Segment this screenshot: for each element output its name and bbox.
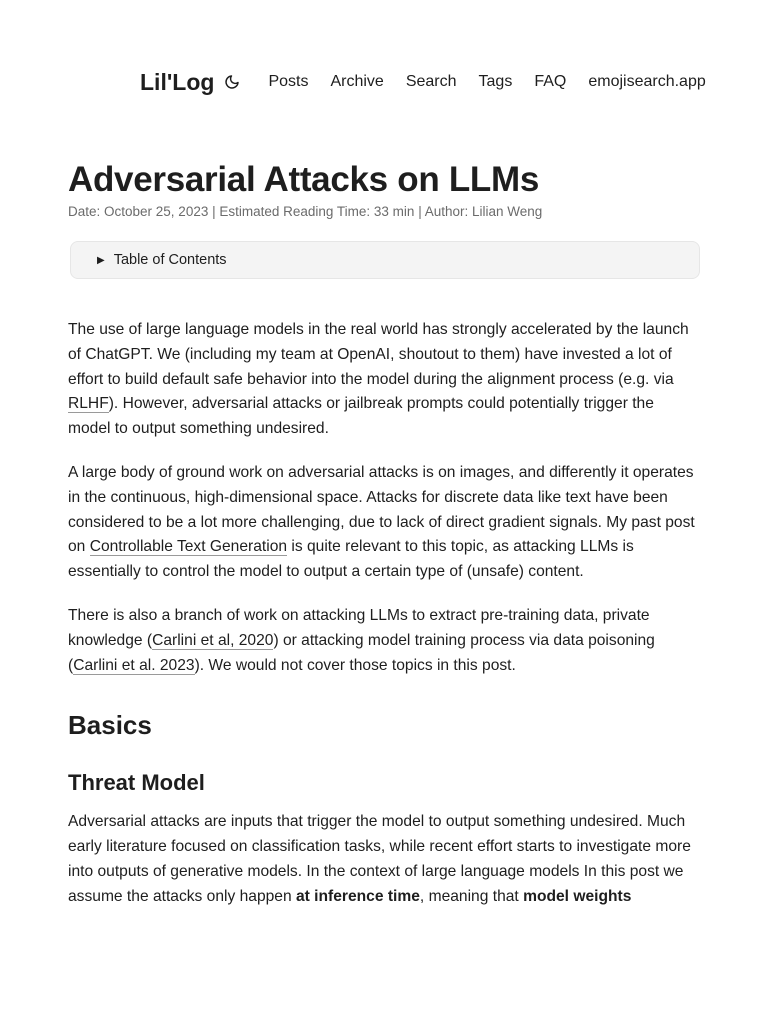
text: Adversarial attacks are inputs that trigger the model to output something undesired. Much early literature focused on classification tasks, while recent effort starts to investigate more into outputs of generative models. In the context of large language models In this post we assume the attacks only happen: [68, 813, 691, 905]
text: A large body of ground work on adversarial attacks is on images, and differently it operates in the continuous, high-dimensional space. Attacks for discrete data like text have been considered to be a lot more challenging, due to lack of direct gradient signals. My past post on: [68, 463, 695, 556]
bold-text: model weights: [523, 887, 632, 905]
moon-icon: [224, 74, 240, 90]
theme-toggle-button[interactable]: [224, 72, 240, 92]
link-rlhf[interactable]: RLHF: [68, 395, 109, 413]
toc-label: Table of Contents: [113, 252, 227, 268]
text: The use of large language models in the real world has strongly accelerated by the launch of ChatGPT. We (including my team at OpenAI, shoutout to them) have invested a lot of effort to build default safe behavior into the model during the alignment process (e.g. via: [68, 321, 689, 388]
site-logo[interactable]: Lil'Log: [140, 68, 215, 95]
nav-search[interactable]: Search: [405, 73, 457, 90]
nav-emojisearch[interactable]: emojisearch.app: [588, 73, 706, 90]
nav-posts[interactable]: Posts: [268, 73, 309, 90]
text: ) or attacking model training process via data poisoning (: [68, 631, 655, 674]
link-carlini-2023[interactable]: Carlini et al. 2023: [73, 656, 195, 674]
paragraph-intro: [68, 318, 700, 442]
table-of-contents-toggle[interactable]: [70, 241, 700, 279]
text: ). However, adversarial attacks or jailbreak prompts could potentially trigger the model to output something undesired.: [68, 395, 654, 438]
nav-archive[interactable]: Archive: [330, 73, 384, 90]
nav-tags[interactable]: Tags: [478, 73, 513, 90]
post-meta: Date: October 25, 2023 | Estimated Reading Time: 33 min | Author: Lilian Weng: [68, 204, 543, 219]
site-header: [140, 64, 706, 100]
post-title: Adversarial Attacks on LLMs: [68, 160, 540, 199]
main-nav: [268, 73, 705, 91]
nav-faq[interactable]: FAQ: [534, 73, 567, 90]
post-content: [68, 158, 700, 910]
paragraph-images: [68, 461, 700, 585]
bold-text: at inference time: [295, 887, 420, 905]
section-heading-basics: Basics: [68, 710, 152, 741]
link-controllable-text-generation[interactable]: Controllable Text Generation: [89, 538, 288, 556]
link-carlini-2020[interactable]: Carlini et al, 2020: [152, 631, 274, 649]
text: is quite relevant to this topic, as attacking LLMs is essentially to control the model to output a certain type of (unsafe) content.: [68, 538, 634, 581]
paragraph-threat-model: [68, 810, 700, 909]
subsection-heading-threat-model: Threat Model: [68, 770, 205, 796]
text: ). We would not cover those topics in this post.: [194, 656, 516, 674]
text: There is also a branch of work on attacking LLMs to extract pre-training data, private knowledge (: [68, 606, 650, 649]
paragraph-extraction: [68, 604, 700, 678]
expand-triangle-icon: ▶: [97, 254, 105, 266]
text: , meaning that: [419, 887, 524, 905]
